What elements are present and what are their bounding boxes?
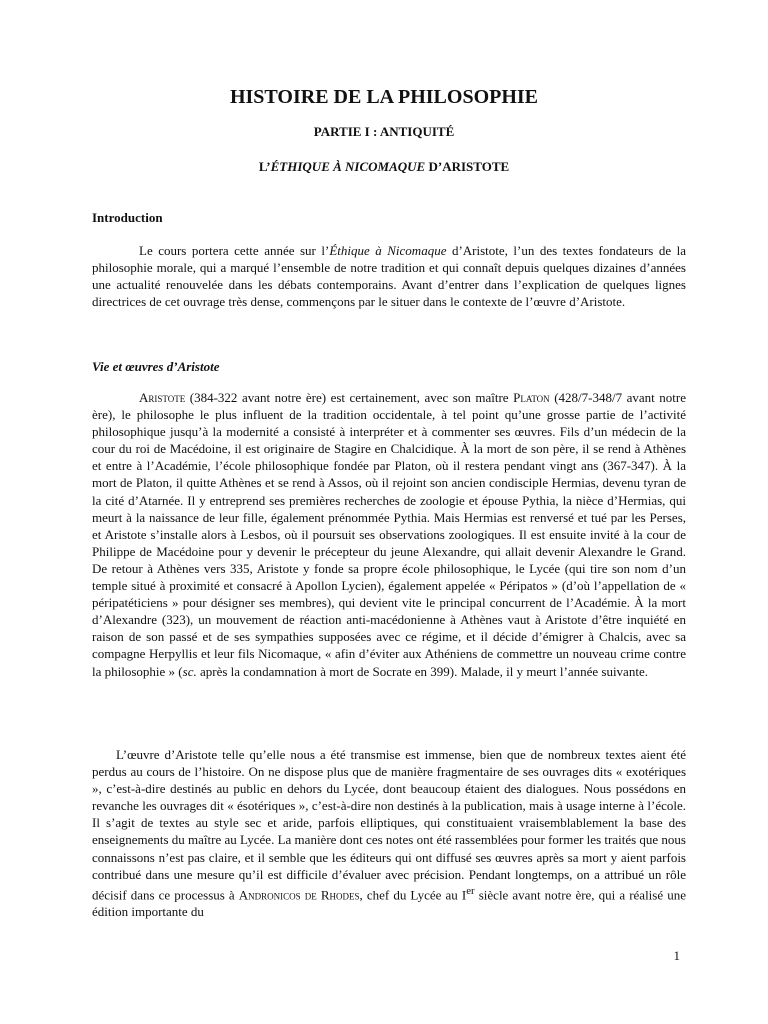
intro-text-a: Le cours portera cette année sur l’ (139, 243, 330, 258)
vie-oeuvres-heading: Vie et œuvres d’Aristote (92, 359, 220, 374)
work-title-italic: ÉTHIQUE À NICOMAQUE (270, 159, 426, 174)
vie-p1-text-c: après la condamnation à mort de Socrate en 399). Malade, il y meurt l’année suivante. (196, 663, 648, 679)
century-superscript: er (466, 884, 475, 897)
document-title: HISTOIRE DE LA PHILOSOPHIE (229, 86, 539, 108)
part-title: PARTIE I : ANTIQUITÉ (313, 124, 455, 139)
vie-paragraph-1 (92, 389, 686, 680)
introduction-heading: Introduction (92, 210, 163, 225)
work-title (0, 159, 768, 175)
intro-text-italic: Éthique à Nicomaque (329, 243, 447, 258)
platon-name: Platon (513, 390, 550, 405)
work-title-prefix: L’ (258, 159, 271, 174)
intro-text-b: d’Aristote, l’un des textes fondateurs de la philosophie morale, qui a marqué l’ensemble de notre tradition et qui connaît depuis quelques dizaines d’années une actualité renouvelée dans les débats contemporains. Avant d’entrer dans l’explication de quelques lignes directrices de cet ouvrage très dense, commençons par le situer dans le contexte de l’œuvre d’Aristote. (92, 243, 686, 310)
vie-p2-text-c: siècle avant notre ère, qui a réalisé une édition importante du (92, 887, 686, 920)
andronicos-name: Andronicos de Rhodes (238, 887, 360, 903)
vie-p1-text-b: (428/7-348/7 avant notre ère), le philosophe le plus influent de la tradition occidentale, à tel point qu’une grosse partie de l’activité philosophique jusqu’à la modernité a consisté à interpréter et à commenter ses œuvres. Fils d’un médecin de la cour du roi de Macédoine, il est originaire de Stagire en Chalcidique. À la mort de son père, il se rend à Athènes et entre à l’Académie, l’école philosophique fondée par Platon, où il restera pendant vingt ans (367-347). À la mort de Platon, il quitte Athènes et se rend à Assos, où il rejoint son ancien condisciple Hermias, devenu tyran de la cité d’Atarnée. Il y entreprend ses premières recherches de zoologie et épouse Pythia, la nièce d’Hermias, qui meurt à la naissance de leur fille, également prénommée Pythia. Mais Hermias est renversé et tué par les Perses, et Aristote s’installe alors à Lesbos, où il poursuit ses observations zoologiques. Il est ensuite invité à la cour de Philippe de Macédoine pour y devenir le précepteur du jeune Alexandre, qui allait devenir Alexandre le Grand. De retour à Athènes vers 335, Aristote y fonde sa propre école philosophique, le Lycée (qui tire son nom d’un temple situé à proximité et consacré à Apollon Lycien), également appelée « Péripatos » (d’où l’appellation de « péripatéticiens » pour désigner ses membres), qui devient vite le principal concurrent de l’Académie. À la mort d’Alexandre (323), un mouvement de réaction anti-macédonienne à Athènes vaut à Aristote d’être inquiété en raison de son passé et de ses sympathies supposées avec ce régime, et il décide d’émigrer à Chalcis, avec sa compagne Herpyllis et leur fils Nicomaque, « afin d’éviter aux Athéniens de commettre un nouveau crime contre la philosophie » ( (92, 390, 686, 679)
vie-p2-text-a: L’œuvre d’Aristote telle qu’elle nous a été transmise est immense, bien que de nombreux textes aient été perdus au cours de l’histoire. On ne dispose plus que de manière fragmentaire de ses ouvrages dits « exotériques », c’est-à-dire destinés au public en dehors du Lycée, dont beaucoup étaient des dialogues. Nous possédons en revanche les ouvrages dit « ésotériques », c’est-à-dire non destinés à la publication, mais à usage interne à l’école. Il s’agit de textes au style sec et aride, parfois elliptiques, qui constituaient vraisemblablement la base des enseignements du maître au Lycée. La manière dont ces notes ont été rassemblées pour former les traités que nous connaissons n’est pas claire, et il semble que les éditeurs qui ont diffusé ses œuvres après sa mort y aient parfois contribué dans une mesure qu’il est difficile d’évaluer avec précision. Pendant longtemps, on a attribué un rôle décisif dans ce processus à (92, 747, 686, 903)
work-title-suffix: D’ARISTOTE (425, 159, 510, 174)
page-number: 1 (673, 948, 680, 963)
vie-p1-text-a: (384-322 avant notre ère) est certainement, avec son maître (185, 390, 514, 405)
sc-abbreviation: sc. (182, 663, 197, 679)
aristote-name: Aristote (139, 390, 186, 405)
vie-p2-text-b: , chef du Lycée au I (359, 887, 467, 903)
vie-paragraph-2 (92, 746, 686, 920)
introduction-paragraph (92, 242, 686, 310)
